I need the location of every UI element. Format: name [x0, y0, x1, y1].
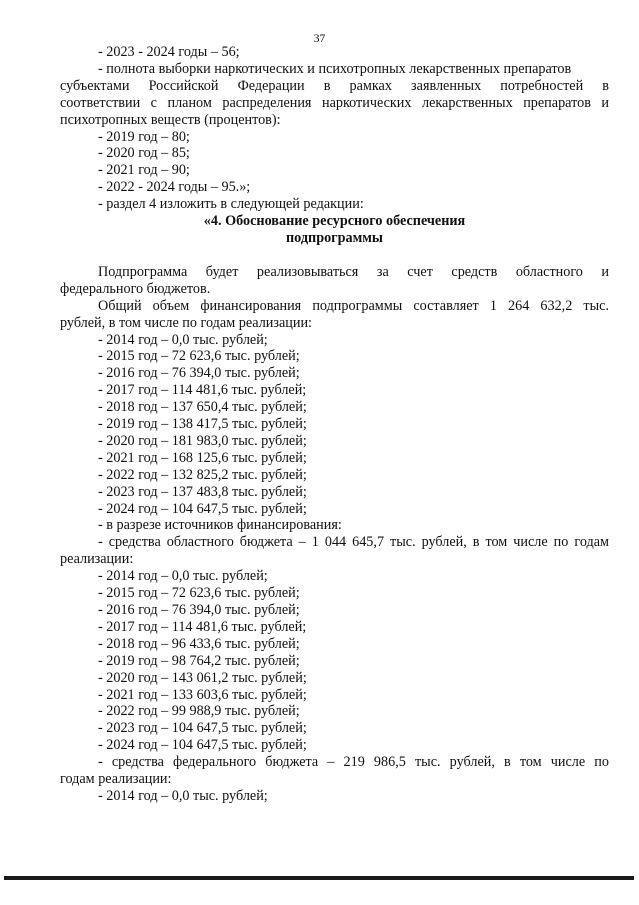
regional-year-item: - 2023 год – 104 647,5 тыс. рублей; — [98, 720, 307, 737]
regional-budget-line: реализации: — [60, 551, 134, 568]
regional-year-item: - 2017 год – 114 481,6 тыс. рублей; — [98, 618, 307, 635]
intro-line: соответствии с планом распределения наркотических лекарственных препаратов и — [60, 94, 609, 111]
total-year-item: - 2021 год – 168 125,6 тыс. рублей; — [98, 449, 307, 466]
intro-line: - раздел 4 изложить в следующей редакции: — [98, 196, 364, 213]
total-year-item: - 2017 год – 114 481,6 тыс. рублей; — [98, 382, 307, 399]
bottom-border-line — [4, 876, 634, 880]
total-year-item: - 2022 год – 132 825,2 тыс. рублей; — [98, 466, 307, 483]
intro-line: - полнота выборки наркотических и психотропных лекарственных препаратов — [98, 60, 572, 77]
section-heading: «4. Обоснование ресурсного обеспечения — [203, 213, 466, 230]
intro-line: - 2020 год – 85; — [98, 145, 190, 162]
regional-year-item: - 2022 год – 99 988,9 тыс. рублей; — [98, 703, 300, 720]
total-year-item: - 2023 год – 137 483,8 тыс. рублей; — [98, 483, 307, 500]
regional-year-item: - 2021 год – 133 603,6 тыс. рублей; — [98, 686, 307, 703]
intro-line: - 2019 год – 80; — [98, 128, 190, 145]
blank-line — [60, 247, 609, 264]
regional-budget-line: - средства областного бюджета – 1 044 645,7 тыс. рублей, в том числе по годам — [98, 534, 609, 551]
intro-line: субъектами Российской Федерации в рамках заявленных потребностей в — [60, 77, 609, 94]
total-year-item: - 2020 год – 181 983,0 тыс. рублей; — [98, 432, 307, 449]
paragraph-line: Общий объем финансирования подпрограммы составляет 1 264 632,2 тыс. — [98, 297, 609, 314]
intro-line: - 2021 год – 90; — [98, 162, 190, 179]
total-year-item: - 2024 год – 104 647,5 тыс. рублей; — [98, 500, 307, 517]
intro-line: - 2023 - 2024 годы – 56; — [98, 44, 240, 60]
federal-budget-line: - средства федерального бюджета – 219 986,5 тыс. рублей, в том числе по — [98, 754, 609, 771]
total-year-item: - 2018 год – 137 650,4 тыс. рублей; — [98, 399, 307, 416]
regional-year-item: - 2016 год – 76 394,0 тыс. рублей; — [98, 602, 300, 618]
regional-year-item: - 2015 год – 72 623,6 тыс. рублей; — [98, 585, 300, 602]
total-year-item: - 2015 год – 72 623,6 тыс. рублей; — [98, 348, 300, 365]
sources-intro: - в разрезе источников финансирования: — [98, 517, 342, 534]
intro-line: психотропных веществ (процентов): — [60, 111, 281, 128]
total-year-item: - 2016 год – 76 394,0 тыс. рублей; — [98, 365, 300, 382]
regional-year-item: - 2019 год – 98 764,2 тыс. рублей; — [98, 652, 300, 669]
regional-year-item: - 2020 год – 143 061,2 тыс. рублей; — [98, 669, 307, 686]
page-number: 37 — [313, 33, 326, 45]
federal-year-item: - 2014 год – 0,0 тыс. рублей; — [98, 787, 268, 804]
document-body — [60, 44, 609, 805]
regional-year-item: - 2018 год – 96 433,6 тыс. рублей; — [98, 635, 300, 652]
intro-line: - 2022 - 2024 годы – 95.»; — [98, 179, 251, 196]
paragraph-line: Подпрограмма будет реализовываться за счет средств областного и — [98, 263, 609, 280]
paragraph-line: федерального бюджетов. — [60, 280, 211, 297]
regional-year-item: - 2024 год – 104 647,5 тыс. рублей; — [98, 737, 307, 754]
paragraph-line: рублей, в том числе по годам реализации: — [60, 314, 312, 331]
federal-budget-line: годам реализации: — [60, 771, 172, 788]
total-year-item: - 2014 год – 0,0 тыс. рублей; — [98, 331, 268, 348]
regional-year-item: - 2014 год – 0,0 тыс. рублей; — [98, 568, 268, 585]
total-year-item: - 2019 год – 138 417,5 тыс. рублей; — [98, 416, 307, 433]
section-heading-continued: подпрограммы — [285, 229, 384, 246]
